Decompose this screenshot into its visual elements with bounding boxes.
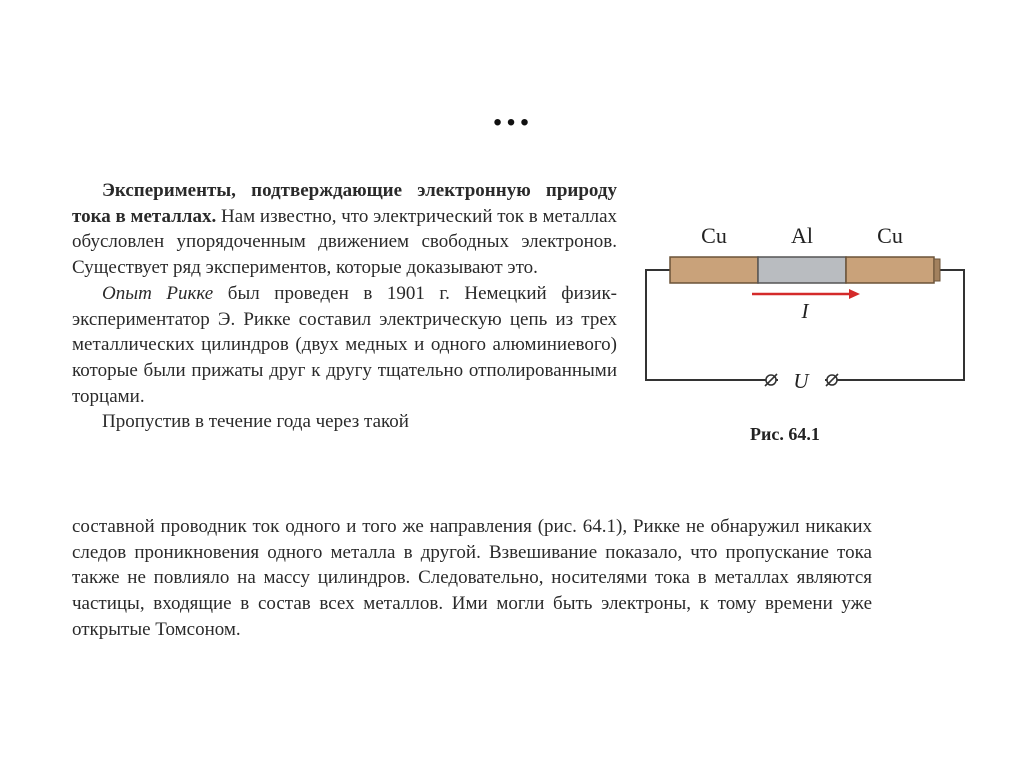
label-copper-right: Cu: [877, 223, 903, 248]
paragraph-intro: [72, 178, 617, 281]
terminal-left-icon: [765, 374, 777, 386]
aluminum-cylinder: [758, 257, 846, 283]
paragraph-intro-heading: Эксперименты, подтверждающие электронную природу тока в металлах.: [72, 180, 617, 227]
paragraph-intro-body: Нам известно, что электрический ток в металлах обусловлен упорядоченным движением свободных электронов. Существует ряд экспериментов, которые доказывают это.: [72, 205, 618, 279]
current-arrow-head: [849, 289, 860, 299]
paragraph-conclusion-start: Пропустив в течение года через такой: [102, 411, 409, 433]
rikke-experiment-diagram: [630, 210, 980, 390]
label-aluminum: Al: [791, 223, 813, 248]
paragraph-rikke-body: был проведен в 1901 г. Немецкий физик-экспериментатор Э. Рикке составил электрическую цепь из трех металлических цилиндров (двух медных и одного алюминиевого) которые были прижаты друг к другу тщательно отполированными торцами.: [72, 282, 618, 407]
text-column-upper: [72, 178, 617, 435]
slide-title: …: [491, 89, 533, 134]
paragraph-conclusion-rest: составной проводник ток одного и того же направления (рис. 64.1), Рикке не обнаружил никаких следов проникновения одного металла в другой. Взвешивание показало, что пропускание тока также не повлияло на массу цилиндров. Следовательно, носителями тока в металлах являются частицы, входящие в состав всех металлов. Ими могли быть электроны, к тому времени уже открытые Томсоном.: [72, 516, 872, 640]
cylinder-end-cap: [934, 259, 940, 281]
copper-cylinder-right: [846, 257, 934, 283]
paragraph-rikke-heading: Опыт Рикке: [102, 282, 214, 304]
label-current: I: [801, 299, 809, 323]
label-copper-left: Cu: [701, 223, 727, 248]
terminal-right-icon: [826, 374, 838, 386]
paragraph-rikke: [72, 281, 617, 410]
figure-caption: Рис. 64.1: [750, 424, 820, 444]
copper-cylinder-left: [670, 257, 758, 283]
label-voltage: U: [793, 369, 809, 390]
circuit-wire: [646, 270, 964, 380]
